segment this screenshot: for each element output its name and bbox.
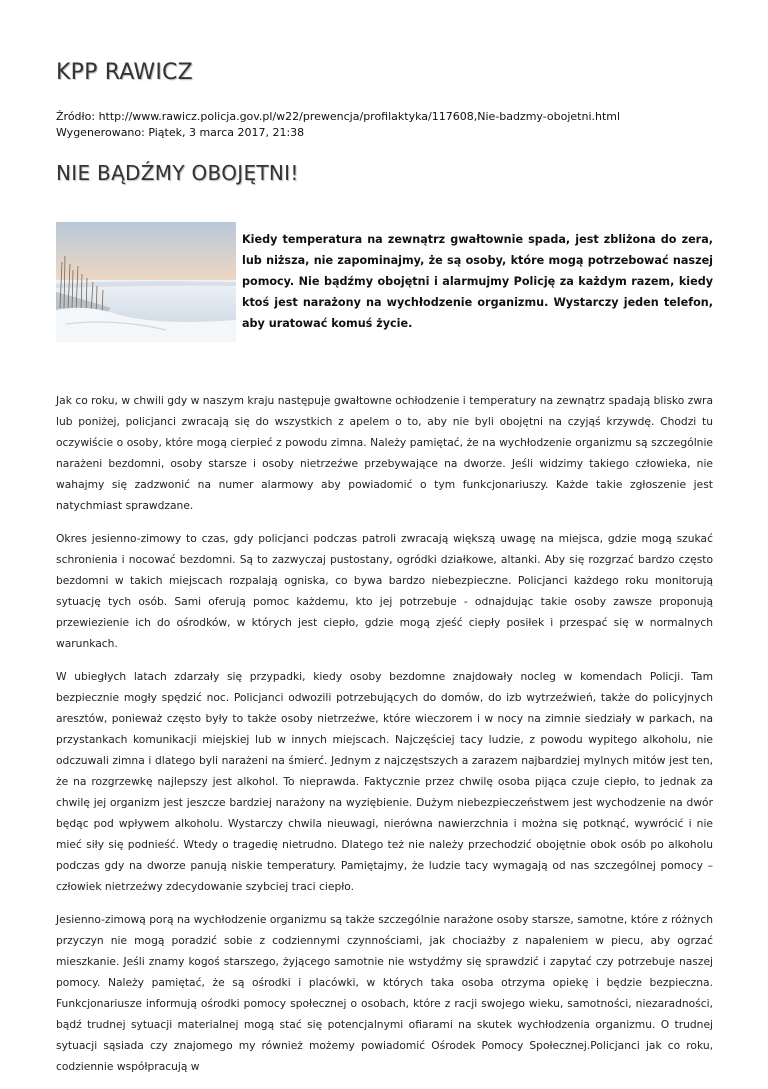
article-lead xyxy=(56,229,713,334)
site-title: KPP RAWICZ xyxy=(56,60,193,85)
document-page xyxy=(56,60,713,1089)
source-meta xyxy=(56,109,713,141)
paragraph: Jak co roku, w chwili gdy w naszym kraju następuje gwałtowne ochłodzenie i temperatury na zewnątrz spadają blisko zwra lub poniżej, policjanci zwracają się do wszystkich z apelem o to, aby nie byli obojętni na czyjąś krzywdę. Chodzi tu oczywiście o osoby, które mogą cierpieć z powodu zimna. Należy pamiętać, że na wychłodzenie organizmu są szczególnie narażeni bezdomni, osoby starsze i osoby nietrzeźwe przebywające na dworze. Jeśli widzimy takiego człowieka, nie wahajmy się zadzwonić na numer alarmowy aby powiadomić o tym funkcjonariuszy. Każde takie zgłoszenie jest natychmiast sprawdzane. xyxy=(56,394,713,512)
paragraph: Okres jesienno-zimowy to czas, gdy policjanci podczas patroli zwracają większą uwagę na miejsca, gdzie mogą szukać schronienia i nocować bezdomni. Są to zazwyczaj pustostany, ogródki działkowe, altanki. Aby się rozgrzać bardzo często bezdomni w takich miejscach rozpalają ogniska, co bywa bardzo niebezpieczne. Policjanci każdego roku monitorują sytuację tych osób. Sami oferują pomoc każdemu, kto jej potrzebuje - odnajdując takie osoby zawsze proponują przewiezienie ich do ośrodków, w których jest ciepło, gdzie mogą zjeść ciepły posiłek i przespać się w normalnych warunkach. xyxy=(56,532,713,650)
article-body xyxy=(56,390,713,1077)
article-title: NIE BĄDŹMY OBOJĘTNI! xyxy=(56,161,299,185)
source-line: Źródło: http://www.rawicz.policja.gov.pl/w22/prewencja/profilaktyka/117608,Nie-badzmy-obojetni.html xyxy=(56,110,621,123)
generated-line: Wygenerowano: Piątek, 3 marca 2017, 21:38 xyxy=(56,126,305,139)
paragraph: W ubiegłych latach zdarzały się przypadki, kiedy osoby bezdomne znajdowały nocleg w komendach Policji. Tam bezpiecznie mogły spędzić noc. Policjanci odwozili potrzebujących do domów, do izb wytrzeźwień, także do policyjnych aresztów, ponieważ często były to także osoby nietrzeźwe, które wieczorem i w nocy na zimnie siedziały w parkach, na przystankach komunikacji miejskiej lub w innych miejscach. Najczęściej tacy ludzie, z powodu wypitego alkoholu, nie odczuwali zimna i dlatego byli narażeni na śmierć. Jednym z najczęstszych a zarazem najbardziej mylnych mitów jest ten, że na rozgrzewkę najlepszy jest alkohol. To nieprawda. Faktycznie przez chwilę osoba pijąca czuje ciepło, to jednak za chwilę jej organizm jest jeszcze bardziej narażony na wyziębienie. Dużym niebezpieczeństwem jest wychodzenie na dwór będąc pod wpływem alkoholu. Wystarczy chwila nieuwagi, nierówna nawierzchnia i można się potknąć, wywrócić i nie mieć siły się podnieść. Wtedy o tragedię nietrudno. Dlatego też nie należy przechodzić obojętnie obok osób po alkoholu podczas gdy na dworze panują niskie temperatury. Pamiętajmy, że ludzie tacy wymagają od nas szczególnej pomocy – człowiek nietrzeźwy zdecydowanie szybciej traci ciepło. xyxy=(56,670,713,893)
paragraph: Jesienno-zimową porą na wychłodzenie organizmu są także szczególnie narażone osoby starsze, samotne, które z różnych przyczyn nie mogą poradzić sobie z codziennymi czynnościami, jak chociażby z napaleniem w piecu, aby ogrzać mieszkanie. Jeśli znamy kogoś starszego, żyjącego samotnie nie wstydźmy się sprawdzić i zapytać czy potrzebuje naszej pomocy. Należy pamiętać, że są ośrodki i placówki, w których taka osoba otrzyma opiekę i będzie bezpieczna. Funkcjonariusze informują ośrodki pomocy społecznej o osobach, które z racji swojego wieku, samotności, niezaradności, bądź trudnej sytuacji materialnej mogą stać się potencjalnymi ofiarami na skutek wychłodzenia organizmu. O trudnej sytuacji sąsiada czy znajomego my również możemy powiadomić Ośrodek Pomocy Społecznej.Policjanci jak co roku, codziennie współpracują w xyxy=(56,913,713,1073)
lead-text: Kiedy temperatura na zewnątrz gwałtownie spada, jest zbliżona do zera, lub niższa, nie zapominajmy, że są osoby, które mogą potrzebować naszej pomocy. Nie bądźmy obojętni i alarmujmy Policję za każdym razem, kiedy ktoś jest narażony na wychłodzenie organizmu. Wystarczy jeden telefon, aby uratować komuś życie. xyxy=(242,233,713,330)
winter-landscape-photo xyxy=(56,222,236,342)
